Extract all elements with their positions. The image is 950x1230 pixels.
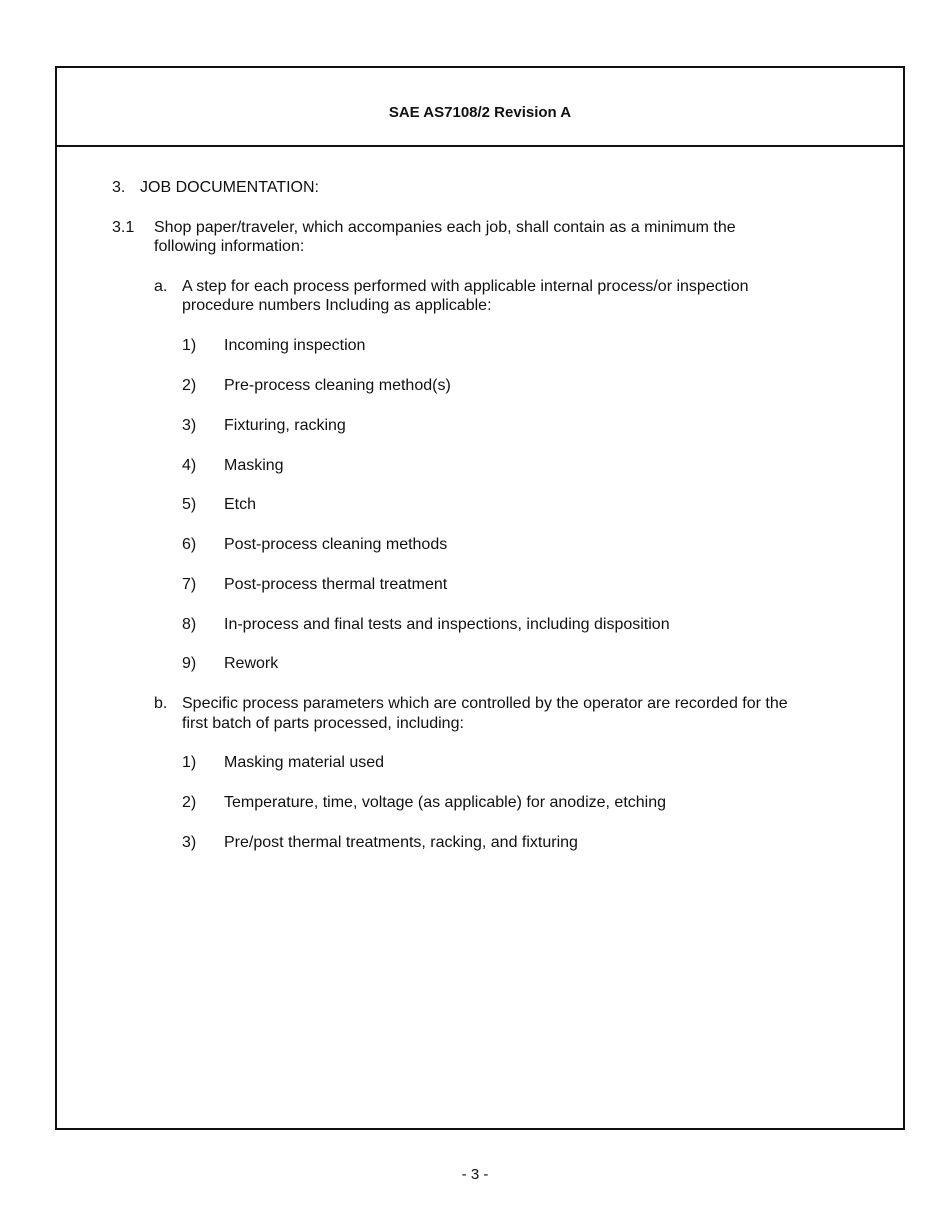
item-b-line-2: first batch of parts processed, including: bbox=[182, 715, 464, 732]
step-text: Masking material used bbox=[224, 754, 385, 771]
step-text: Etch bbox=[224, 496, 257, 513]
step-text: Post-process cleaning methods bbox=[224, 536, 448, 553]
step-number: 5) bbox=[182, 496, 197, 513]
item-b-letter: b. bbox=[154, 695, 168, 712]
step-number: 1) bbox=[182, 337, 197, 354]
step-text: Temperature, time, voltage (as applicable) for anodize, etching bbox=[224, 794, 667, 811]
subsection-number: 3.1 bbox=[112, 219, 135, 236]
step-number: 8) bbox=[182, 616, 197, 633]
section-number: 3. bbox=[112, 179, 126, 196]
section-title: JOB DOCUMENTATION: bbox=[140, 179, 319, 196]
step-number: 3) bbox=[182, 417, 197, 434]
subsection-line-2: following information: bbox=[154, 238, 305, 255]
step-number: 6) bbox=[182, 536, 197, 553]
item-a-letter: a. bbox=[154, 278, 168, 295]
subsection-line-1: Shop paper/traveler, which accompanies each job, shall contain as a minimum the bbox=[154, 219, 736, 236]
step-number: 1) bbox=[182, 754, 197, 771]
item-b-line-1: Specific process parameters which are controlled by the operator are recorded for the bbox=[182, 695, 788, 712]
step-text: Masking bbox=[224, 457, 284, 474]
page-number: - 3 - bbox=[461, 1166, 489, 1183]
step-number: 9) bbox=[182, 655, 197, 672]
document-title: SAE AS7108/2 Revision A bbox=[388, 104, 572, 121]
step-text: Incoming inspection bbox=[224, 337, 366, 354]
document-header bbox=[57, 68, 903, 147]
step-number: 7) bbox=[182, 576, 197, 593]
step-text: Pre-process cleaning method(s) bbox=[224, 377, 451, 394]
step-text: Pre/post thermal treatments, racking, and fixturing bbox=[224, 834, 578, 851]
step-number: 4) bbox=[182, 457, 197, 474]
step-number: 2) bbox=[182, 794, 197, 811]
item-a-line-2: procedure numbers Including as applicable: bbox=[182, 297, 492, 314]
step-text: Rework bbox=[224, 655, 279, 672]
step-text: Fixturing, racking bbox=[224, 417, 346, 434]
item-a-line-1: A step for each process performed with applicable internal process/or inspection bbox=[182, 278, 749, 295]
step-text: In-process and final tests and inspections, including disposition bbox=[224, 616, 670, 633]
step-number: 2) bbox=[182, 377, 197, 394]
step-number: 3) bbox=[182, 834, 197, 851]
step-text: Post-process thermal treatment bbox=[224, 576, 448, 593]
